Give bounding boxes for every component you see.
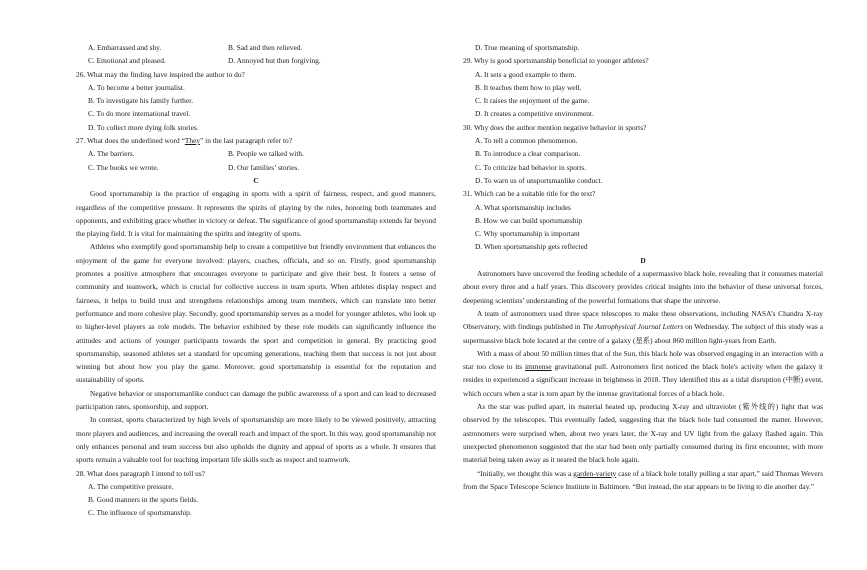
q30-option-b[interactable]: B. To introduce a clear comparison. xyxy=(475,149,581,159)
p3-text-pre: With a mass of about 50 million times that of the Sun, this black hole was observed engaging in an interaction with a star too close to its xyxy=(463,348,823,372)
q27-options-row2 xyxy=(76,161,436,174)
q26-option-c[interactable]: C. To do more international travel. xyxy=(88,109,191,119)
passage-d-paragraph-2 xyxy=(463,307,823,347)
passage-d-paragraph-3 xyxy=(463,347,823,400)
section-d-heading: D xyxy=(640,255,646,265)
passage-d-paragraph-1: Astronomers have uncovered the feeding schedule of a supermassive black hole, revealing that it consumes material about every three and a half years. This discovery provides critical insights into the behavior of these universal forces, deepening scientists’ understanding of the powerful formations that shape the universe. xyxy=(463,269,823,305)
q29-option-b[interactable]: B. It teaches them how to play well. xyxy=(475,82,582,92)
passage-c-paragraph-1: Good sportsmanship is the practice of engaging in sports with a spirit of fairness, respect, and good manners, regardless of the competitive pressure. It represents the spirits of playing by the rules, honoring both teammates and opponents, and exhibiting grace whether in victory or defeat. The significance of good sportsmanship extends far beyond the playing field. It is vital for maintaining the spirits and integrity of sports. xyxy=(76,189,436,239)
passage-d-paragraph-5 xyxy=(463,467,823,494)
p2-text-pre: A team of astronomers used three space telescopes to make these observations, including NASA’s Chandra X-ray Observatory, with findings published in xyxy=(463,308,823,332)
q26-option-d[interactable]: D. To collect more dying folk stories. xyxy=(88,122,199,132)
q29-option-c[interactable]: C. It raises the enjoyment of the game. xyxy=(475,96,590,106)
passage-c-paragraph-2: Athletes who exemplify good sportsmanship help to create a competitive but friendly environment that enhances the enjoyment of the game for everyone involved: players, coaches, officials, and so on. Firstly, good sportsmanship promotes a positive atmosphere that encourages everyone to participate and give their best. It fosters a sense of community and teamwork, which is crucial for collective success in team sports. When athletes display respect and fairness, it helps to build trust and strengthens relationships among team members, which can translate into better performance and more cohesive play. Secondly, good sportsmanship serves as a model for younger athletes, who look up to higher-level players as role models. The behavior exhibited by these role models can significantly influence the attitudes and actions of younger participants towards the sport and competition in general. By practicing good sportsmanship, seasoned athletes set a standard for upcoming generations, teaching them that success is not just about winning but about how you play the game. Moreover, good sportsmanship is essential for the reputation and sustainability of sports. xyxy=(76,242,436,385)
q27-option-c[interactable]: C. The books we wrote. xyxy=(88,162,159,172)
p5-text-post: case of a black hole totally pulling a star apart,” said Thomas Wevers from the Space Telescope Science Institute in Baltimore. “But instead, the star appears to be living to die another day.” xyxy=(463,468,823,491)
q25-option-a[interactable]: A. Embarrassed and shy. xyxy=(88,43,162,52)
q30-stem: 30. Why does the author mention negative behavior in sports? xyxy=(463,122,647,132)
section-c-heading: C xyxy=(253,175,259,185)
q28-option-b[interactable]: B. Good manners in the sports fields. xyxy=(88,495,199,505)
q26-option-a[interactable]: A. To become a better journalist. xyxy=(88,82,185,92)
q27-stem-pre: 27. What does the underlined word “ xyxy=(76,136,185,146)
q27-option-a[interactable]: A. The barriers. xyxy=(88,149,135,159)
q29-option-a[interactable]: A. It sets a good example to them. xyxy=(475,69,577,79)
q25-options-row1 xyxy=(76,41,436,54)
p3-text-post: gravitational pull. Astronomers first noticed the black hole's activity when the galaxy it resides in experienced a significant increase in brightness in 2018. They identified this as a tidal disruption (中断) event, which occurs when a star is torn apart by the intense gravitational forces of a black hole. xyxy=(463,362,823,398)
q31-option-b[interactable]: B. How we can build sportsmanship xyxy=(475,215,583,225)
q31-option-a[interactable]: A. What sportsmanship includes xyxy=(475,202,571,212)
q27-options-row1 xyxy=(76,147,436,160)
q31-option-c[interactable]: C. Why sportsmanship is important xyxy=(475,229,580,239)
passage-d-paragraph-4: As the star was pulled apart, its material heated up, producing X-ray and ultraviolet (紫外线的) light that was observed by the telescopes. This eventually faded, suggesting that the black hole had consumed the matter. However, astronomers were surprised when, about two years later, the X-ray and UV light from the galaxy flashed again. This unexpected phenomenon suggested that the star had been only partially consumed during its first encounter, with more material being taken away as it neared the black hole again. xyxy=(463,402,823,465)
q28-stem: 28. What does paragraph I intend to tell us? xyxy=(76,468,205,478)
q27-underlined-word: They xyxy=(184,136,201,146)
q28-option-d[interactable]: D. True meaning of sportsmanship. xyxy=(475,43,580,52)
underlined-word-immense: immense xyxy=(524,362,552,372)
p2-text-post: on Wednesday. The subject of this study was a supermassive black hole located at the centre of a galaxy (星系) about 860 million light-years from Earth. xyxy=(463,322,823,345)
q31-option-d[interactable]: D. When sportsmanship gets reflected xyxy=(475,242,588,252)
q29-option-d[interactable]: D. It creates a competitive environment. xyxy=(475,109,594,119)
q29-stem: 29. Why is good sportsmanship beneficial to younger athletes? xyxy=(463,56,649,66)
right-column xyxy=(463,41,823,493)
p5-text-pre: “Initially, we thought this was a xyxy=(477,468,574,478)
q25-option-d[interactable]: D. Annoyed but then forgiving. xyxy=(228,56,321,66)
q26-option-b[interactable]: B. To investigate his family further. xyxy=(88,96,194,106)
q30-option-a[interactable]: A. To tell a common phenomenon. xyxy=(475,136,578,146)
q25-option-b[interactable]: B. Sad and then relieved. xyxy=(228,43,303,52)
passage-c-paragraph-4: In contrast, sports characterized by high levels of sportsmanship are more likely to be viewed positively, attracting more players and audiences, and increasing the overall reach and impact of the sport. In this way, good sportsmanship not only enhances personal and team success but also upholds the dignity and appeal of sports as a whole. It ensures that sports remain a valuable tool for teaching important life skills such as respect and teamwork. xyxy=(76,415,436,465)
q26-stem: 26. What may the finding have inspired the author to do? xyxy=(76,69,245,79)
underlined-word-garden-variety: garden-variety xyxy=(573,468,617,478)
q27-option-b[interactable]: B. People we talked with. xyxy=(228,149,304,159)
q27-stem-post: ” in the last paragraph refer to? xyxy=(200,136,292,146)
journal-title: The Astrophysical Journal Letters xyxy=(582,322,684,332)
q28-option-c[interactable]: C. The influence of sportsmanship. xyxy=(88,508,192,518)
q25-option-c[interactable]: C. Emotional and pleased. xyxy=(88,56,166,66)
left-column xyxy=(76,41,436,520)
q30-option-c[interactable]: C. To criticize bad behavior in sports. xyxy=(475,162,586,172)
q27-stem xyxy=(76,134,436,147)
q27-option-d[interactable]: D. Our families’ stories. xyxy=(228,162,300,172)
q31-stem: 31. Which can be a suitable title for the text? xyxy=(463,189,596,199)
q28-option-a[interactable]: A. The competitive pressure. xyxy=(88,481,174,491)
q25-options-row2 xyxy=(76,54,436,67)
q30-option-d[interactable]: D. To warn us of unsportsmanlike conduct. xyxy=(475,175,603,185)
passage-c-paragraph-3: Negative behavior or unsportsmanlike conduct can damage the public awareness of a sport and can lead to decreased participation rates, sponsorship, and support. xyxy=(76,388,436,412)
